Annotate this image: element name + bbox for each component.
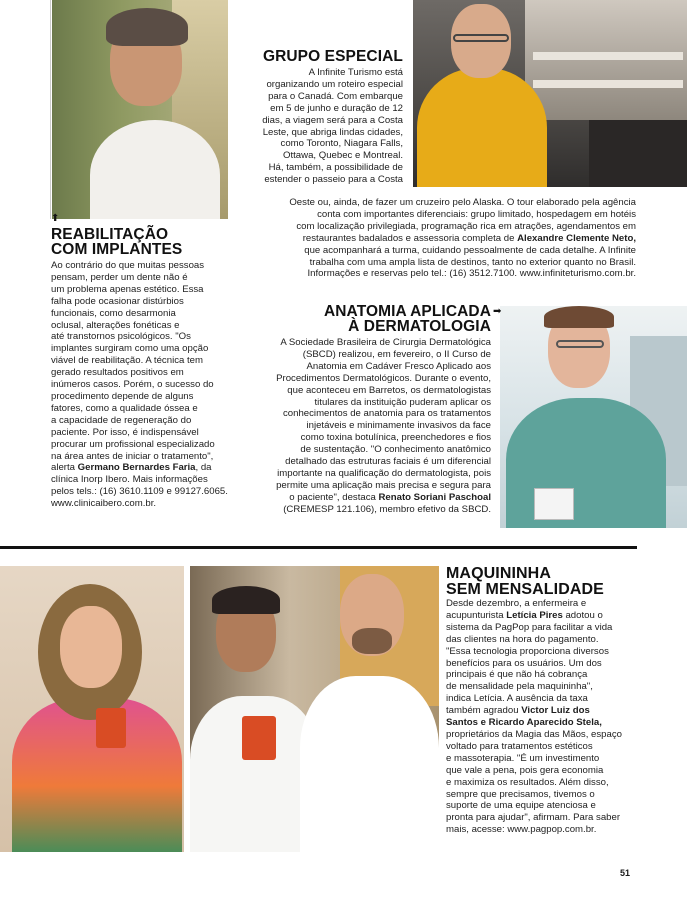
section-divider xyxy=(0,546,637,549)
maquininha-body: Desde dezembro, a enfermeira e acupunturista Letícia Pires adotou o sistema da PagPop para facilitar a vida das clientes na hora do pagamento. "Essa tecnologia proporciona diversos benefícios para os usuários. Um dos principais é que não há cobrança de mensalidade pela maquininha", indica Letícia. A ausência da taxa também agradou Victor Luiz dos Santos e Ricardo Aparecido Stela, proprietários da Magia das Mãos, espaço voltado para tratamentos estéticos e massoterapia. "É um investimento que vale a pena, pois gera economia e maximiza os resultados. Além disso, sempre que precisamos, tivemos o suporte de uma equipe atenciosa e pronta para ajudar", afirmam. Para saber mais, acesse: www.pagpop.com.br. xyxy=(446,598,622,836)
anatomia-body: A Sociedade Brasileira de Cirurgia Dermatológica (SBCD) realizou, em fevereiro, o II Curso de Anatomia em Cadáver Fresco Aplicado aos Procedimentos Dermatológicos. Durante o evento, que aconteceu em Barretos, os dermatologistas titulares da instituição puderam aplicar os conhecimentos de anatomia para os tratamentos injetáveis e minimamente invasivos da face como toxina botulínica, preenchedores e fios de sustentação. "O conhecimento anatômico detalhado das estruturas faciais é um diferencial importante na qualificação do dermatologista, pois permite uma aplicação mais precisa e segura para o paciente", destaca Renato Soriani Paschoal (CREMESP 121.106), membro efetivo da SBCD. xyxy=(276,337,491,515)
credit-name: Germano Bernardes Faria xyxy=(77,462,196,474)
photo-victor-ricardo xyxy=(190,566,439,852)
photo-leticia-pires xyxy=(0,566,184,852)
reabilitacao-title: REABILITAÇÃO COM IMPLANTES xyxy=(51,226,183,258)
photo-germano-faria xyxy=(52,0,228,219)
photo-alexandre-neto xyxy=(413,0,687,187)
grupo-especial-body-narrow: A Infinite Turismo está organizando um roteiro especial para o Canadá. Com embarque em 5 de junho e duração de 12 dias, a viagem será para a Costa Leste, que abriga lindas cidades, como Toronto, Niagara Falls, Ottawa, Quebec e Montreal. Há, também, a possibilidade de estender o passeio para a Costa xyxy=(262,67,403,186)
column-divider xyxy=(50,0,51,219)
renato-name: Renato Soriani Paschoal xyxy=(378,491,491,503)
photo-renato-paschoal xyxy=(500,306,687,528)
anatomia-title: ANATOMIA APLICADA À DERMATOLOGIA xyxy=(323,303,491,335)
page-number: 51 xyxy=(620,868,631,878)
grupo-especial-body-wide: Oeste ou, ainda, de fazer um cruzeiro pelo Alaska. O tour elaborado pela agência conta com importantes diferenciais: grupo limitado, hospedagem em hotéis com localização privilegiada, programação rica em atrações, agendamentos em restaurantes badalados e assessoria completa de Alexandre Clemente Neto, que acompanhará a turma, cuidando pessoalmente de cada detalhe. A Infinite trabalha com uma ampla lista de destinos, tanto no exterior quanto no Brasil. Informações e reservas pelo tel.: (16) 3512.7100. www.infiniteturismo.com.br. xyxy=(289,197,636,280)
victor-name: Victor Luiz dos xyxy=(521,705,590,717)
reabilitacao-body: Ao contrário do que muitas pessoas pensam, perder um dente não é um problema apenas estético. Essa falha pode ocasionar distúrbios funcionais, como desarmonia oclusal, alterações fonéticas e até transtornos psicológicos. "Os implantes surgiram como uma opção viável de reabilitação. A técnica tem gerado resultados positivos em inúmeros casos. Porém, o sucesso do procedimento depende de alguns fatores, como a qualidade óssea e a capacidade de regeneração do paciente. Por isso, é indispensável procurar um profissional especializado na área antes de iniciar o tratamento", alerta Germano Bernardes Faria, da clínica Inorp Ibero. Mais informações pelos tels.: (16) 3610.1109 e 99127.6065. www.clinicaibero.com.br. xyxy=(51,260,228,510)
up-arrow-icon: ⬆ xyxy=(51,213,60,224)
alexandre-name: Alexandre Clemente Neto, xyxy=(517,232,636,244)
grupo-especial-title: GRUPO ESPECIAL xyxy=(262,48,403,65)
right-arrow-icon: ➡ xyxy=(493,306,502,317)
ricardo-name: Santos e Ricardo Aparecido Stela, xyxy=(446,717,602,729)
leticia-name: Letícia Pires xyxy=(506,609,563,621)
maquininha-title: MAQUININHA SEM MENSALIDADE xyxy=(446,565,604,598)
